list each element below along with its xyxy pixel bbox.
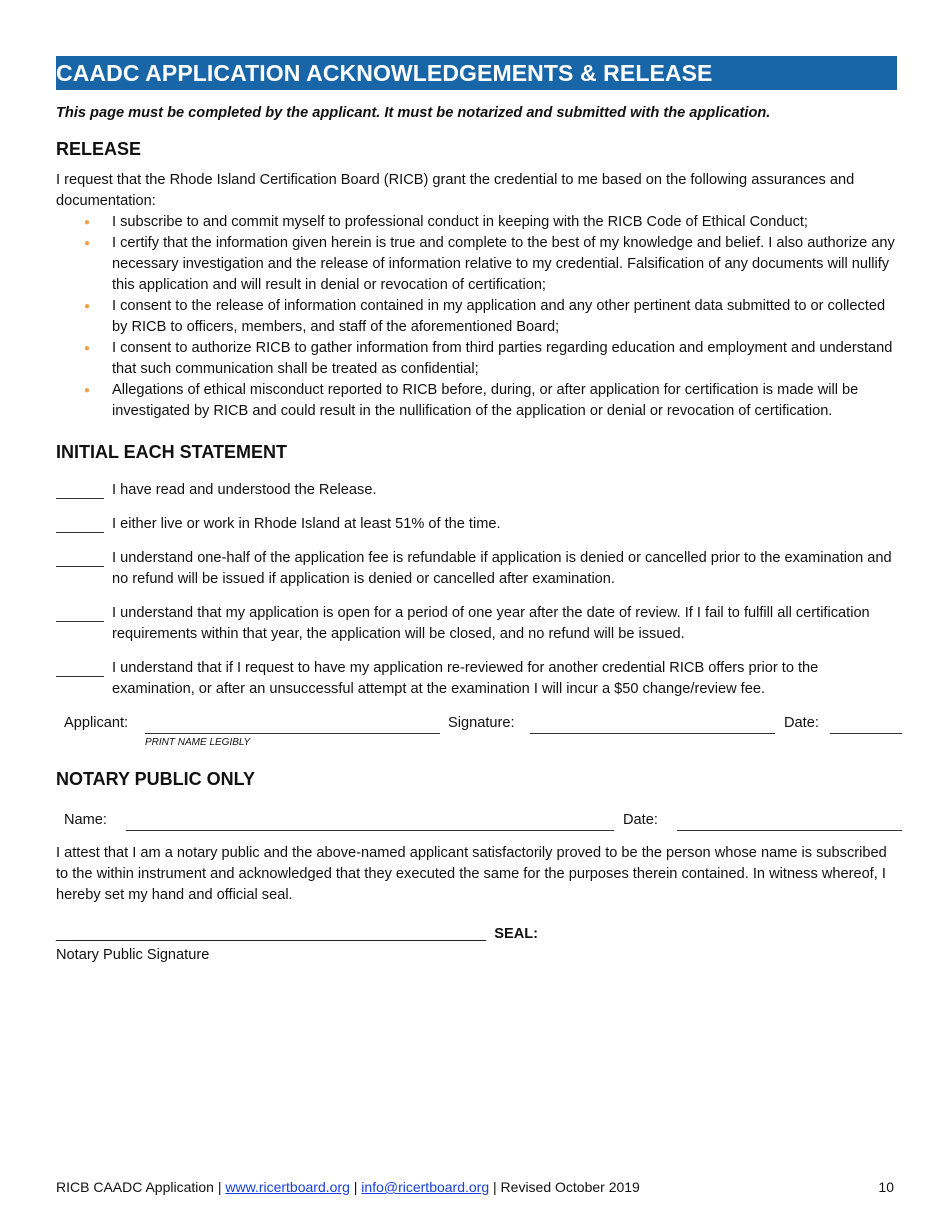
initial-statement	[56, 480, 897, 501]
statement-text: I have read and understood the Release.	[112, 482, 377, 498]
release-item: ● I subscribe to and commit myself to professional conduct in keeping with the RICB Code of Ethical Conduct;	[56, 212, 897, 233]
statement-text: I either live or work in Rhode Island at least 51% of the time.	[112, 516, 501, 532]
notary-name-label: Name:	[64, 812, 107, 828]
instruction-text: This page must be completed by the applicant. It must be notarized and submitted with the application.	[56, 105, 771, 121]
notary-date-label: Date:	[623, 812, 658, 828]
notary-name-row	[56, 810, 897, 842]
signature-label: Signature:	[448, 715, 515, 731]
statement-text: I understand one-half of the application fee is refundable if application is denied or cancelled prior to the examination and no refund will be issued if application is denied or cancelled after examination.	[112, 550, 892, 587]
email-link[interactable]: info@ricertboard.org	[361, 1179, 490, 1195]
notary-name-field[interactable]	[126, 830, 614, 831]
statement-text: I understand that if I request to have my application re-reviewed for another credential RICB offers prior to the examination, or after an unsuccessful attempt at the examination I will incur a $50 change/review fee.	[112, 660, 819, 697]
notary-signature-block	[56, 924, 897, 966]
release-item: ● Allegations of ethical misconduct reported to RICB before, during, or after application for certification is made will be investigated by RICB and could result in the nullification of the application or denial or revocation of certification.	[56, 380, 897, 422]
release-intro: I request that the Rhode Island Certification Board (RICB) grant the credential to me based on the following assurances and documentation:	[56, 172, 855, 209]
notary-signature-field[interactable]: _____________________________________________________	[56, 926, 487, 942]
page-title-banner	[56, 56, 897, 90]
footer-revision: | Revised October 2019	[493, 1179, 640, 1195]
applicant-label: Applicant:	[64, 715, 129, 731]
initial-field[interactable]	[56, 658, 104, 677]
notary-attestation: I attest that I am a notary public and the above-named applicant satisfactorily proved to be the person whose name is subscribed to the within instrument and acknowledged that they executed the same for the purposes therein contained. In witness whereof, I hereby set my hand and official seal.	[56, 845, 887, 903]
website-link[interactable]: www.ricertboard.org	[225, 1179, 350, 1195]
initial-field[interactable]	[56, 480, 104, 499]
statement-text: I understand that my application is open for a period of one year after the date of review. If I fail to fulfill all certification requirements within that year, the application will be closed, and no refund will be issued.	[112, 605, 870, 642]
footer-separator: |	[353, 1179, 358, 1195]
release-item: ● I consent to the release of information contained in my application and any other pertinent data submitted to or collected by RICB to officers, members, and staff of the aforementioned Board;	[56, 296, 897, 338]
page	[56, 56, 897, 966]
initial-statement	[56, 514, 897, 535]
release-list	[56, 212, 897, 422]
page-number: 10	[878, 1179, 894, 1195]
initial-statement	[56, 603, 897, 645]
initial-field[interactable]	[56, 603, 104, 622]
notary-signature-caption: Notary Public Signature	[56, 947, 210, 963]
footer-prefix: RICB CAADC Application |	[56, 1179, 222, 1195]
applicant-date-label: Date:	[784, 715, 819, 731]
release-item: ● I certify that the information given herein is true and complete to the best of my knowledge and belief. I also authorize any necessary investigation and the release of information relative to my credential. Falsification of any documents will nullify this application and will result in denial or revocation of certification;	[56, 233, 897, 296]
applicant-signature-field[interactable]	[530, 733, 775, 734]
initial-heading: INITIAL EACH STATEMENT	[56, 442, 287, 462]
page-footer	[56, 1177, 894, 1197]
notary-date-field[interactable]	[677, 830, 902, 831]
initial-field[interactable]	[56, 548, 104, 567]
notary-heading: NOTARY PUBLIC ONLY	[56, 769, 256, 789]
applicant-signature-row	[56, 713, 897, 761]
initial-field[interactable]	[56, 514, 104, 533]
release-item: ● I consent to authorize RICB to gather information from third parties regarding education and employment and understand that such communication shall be treated as confidential;	[56, 338, 897, 380]
page-title: CAADC APPLICATION ACKNOWLEDGEMENTS & RELEASE	[56, 60, 713, 86]
initial-statement	[56, 658, 897, 700]
applicant-date-field[interactable]	[830, 733, 902, 734]
applicant-name-field[interactable]	[145, 733, 440, 734]
release-heading: RELEASE	[56, 139, 142, 159]
print-name-hint: PRINT NAME LEGIBLY	[145, 737, 251, 748]
seal-label: SEAL:	[494, 926, 539, 942]
initial-statement	[56, 548, 897, 590]
